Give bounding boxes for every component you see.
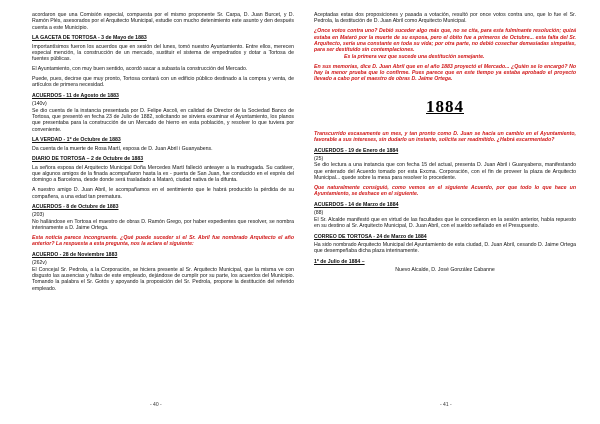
page-number-left: - 40 - (150, 402, 162, 408)
section-heading: LA VERDAD - 1º de Octubre de 1883 (32, 137, 121, 144)
section-heading: ACUERDO - 28 de Noviembre 1883 (32, 251, 118, 258)
paragraph: Nuevo Alcalde, D. José González Cabanne (395, 267, 495, 274)
paragraph: Se dio cuenta de la instancia presentada por D. Felipe Ascoli, en calidad de Director de la Sociedad Banco de Tortosa, que presentó en fecha 23 de Julio de 1882, solicitando se sirviera examinar el Ayuntamiento, los planos que presentaba para la construcción de un Mercado de hierro en esta población, y resolver lo que tuviera por conveniente. (32, 107, 294, 133)
paragraph: No hallándose en Tortosa el maestro de obras D. Ramón Grego, por haber expedientes que resolver, se nombra interinamente a D. Jaime Ortega. (32, 218, 294, 232)
editor-note: En sus memorias, dice D. Juan Abril que en el año 1883 proyectó el Mercado... ¿Quién se lo encargó? No hay la menor prueba que lo confirme. Pues parece que en este tiempo ya estaba aprobado el proyecto llevado a cabo por el maestro de obras D. Jaime Ortega. (314, 63, 576, 83)
paragraph: Aceptadas estas dos proposiciones y pasada a votación, resultó por once votos contra uno, que lo fue el Sr. Pedrola, la destitución de D. Juan Abril como Arquitecto Municipal. (314, 12, 576, 25)
editor-note: Es la primera vez que sucede una destitución semejante. (344, 53, 485, 60)
year-heading: 1884 (426, 96, 464, 116)
paragraph: Importantísimos fueron los acuerdos que en sesión del lunes, tomó nuestro Ayuntamiento. Entre ellos, merecen especial mención, la construcción de un mercado, sustituir el sistema de empedrados y dotar a Tortosa de fuentes públicas. (32, 43, 294, 63)
section-heading: CORREO DE TORTOSA - 24 de Marzo de 1884 (314, 233, 427, 240)
paragraph: Ha sido nombrado Arquitecto Municipal del Ayuntamiento de esta ciudad, D. Juan Abril, cesando D. Jaime Ortega que desempeñaba dicha plaza interinamente. (314, 241, 576, 255)
paragraph: El Sr. Alcalde manifestó que en virtud de las facultades que le concedieron en la sesión anterior, había repuesto en su destino al Sr. Arquitecto Municipal, D. Juan Abril, con el sueldo señalado en el Presupuesto. (314, 216, 576, 230)
paragraph: Da cuenta de la muerte de Rosa Martí, esposa de D. Juan Abril i Guanyabens. (32, 145, 213, 152)
right-page (314, 12, 576, 408)
paragraph: (25) (314, 156, 324, 163)
section-heading: 1º de Julio de 1884 – (314, 258, 365, 265)
paragraph: (262v) (32, 260, 47, 267)
left-page (32, 12, 294, 408)
paragraph: (88) (314, 210, 324, 217)
section-heading: LA GACETA DE TORTOSA - 3 de Mayo de 1883 (32, 35, 147, 42)
section-heading: ACUERDOS - 19 de Enero de 1884 (314, 147, 399, 154)
paragraph: Se dio lectura a una instancia que con fecha 15 del actual, presenta D. Juan Abril i Guanyabens, manifestando que enterado del Acuerdo tomado por esta Excma. Corporación, con el fin de proveer la plaza de Arquitecto Municipal... quede sobre la mesa para resolver lo procedente. (314, 162, 576, 182)
section-heading: DIARIO DE TORTOSA – 2 de Octubre de 1883 (32, 156, 144, 163)
paragraph: acordaron que una Comisión especial, compuesta por el mismo proponente Sr. Carpa, D. Juan Burcet, y D. Ramón Plés, asesorados por el Arquitecto Municipal, estudie con mucho detenimiento este asunto y den después cuenta a este Municipio. (32, 12, 294, 31)
paragraph: (140v) (32, 101, 47, 108)
paragraph: A nuestro amigo D. Juan Abril, le acompañamos en el sentimiento que le habrá producido la pérdida de su compañera, a una edad tan prematura. (32, 187, 294, 200)
page-number-right: - 41 - (440, 402, 452, 408)
section-heading: ACUERDOS - 14 de Marzo de 1884 (314, 201, 399, 208)
paragraph: La señora esposa del Arquitecto Municipal Doña Mercedes Martí falleció anteayer a la madrugada. Su cadáver, que algunos amigos de la finada acompañaron hasta la ex - puerta de San Juan, fue conducido en el exprés del domingo a Barcelona, desde donde será trasladado a Mataró, ciudad nativa de la difunta. (32, 164, 294, 184)
paragraph: Puede, pues, decirse que muy pronto, Tortosa contará con un edificio público destinado a la compra y venta, de artículos de primera necesidad. (32, 76, 294, 89)
editor-note: Que naturalmente consiguió, como vemos en el siguiente Acuerdo, por que todo lo que hace un Ayuntamiento, se deshace en el siguiente. (314, 185, 576, 198)
paragraph: El Concejal Sr. Pedrola, a la Corporación, se hiciera presente al Sr. Arquitecto Municipal, que la misma ve con disgusto las ausencias y faltas de este empleado, dejándose de cumplir por su parte, los acuerdos del Municipio. Tomando la palabra el Sr. Gotós y apoyando la proposición del Sr. Pedrola, propone la destitución del referido empleado. (32, 266, 294, 292)
editor-note: ¿Once votos contra uno? Debió suceder algo más que, no se cita, para esta fulminante resolución; quizá estaba en Mataró por la muerte de su esposa, pero el óbito fue a primeros de Octubre... esta falta del Sr. Arquitecto, sería una constante en toda su vida; por otra parte, no debió cosechar demasiadas simpatías, para ser destituido sin contemplaciones. (314, 28, 576, 54)
section-heading: ACUERDOS - 8 de Octubre de 1883 (32, 203, 119, 210)
paragraph: (203) (32, 212, 45, 219)
paragraph: El Ayuntamiento, con muy buen sentido, acordó sacar a subasta la construcción del Mercado. (32, 66, 248, 73)
editor-note: Transcurrido escasamente un mes, y tan pronto como D. Juan se hacía un cambio en el Ayuntamiento, favorable a sus intereses, sin dudarlo un instante, solicita ser readmitido. ¿Habrá escarmentado? (314, 130, 576, 144)
section-heading: ACUERDOS - 11 de Agosto de 1883 (32, 92, 119, 99)
editor-note: Esta noticia parece incongruente. ¿Qué puede suceder si el Sr. Abril fue nombrado Arquitecto el año anterior? La respuesta a esta pregunta, nos la aclara el siguiente: (32, 234, 294, 248)
